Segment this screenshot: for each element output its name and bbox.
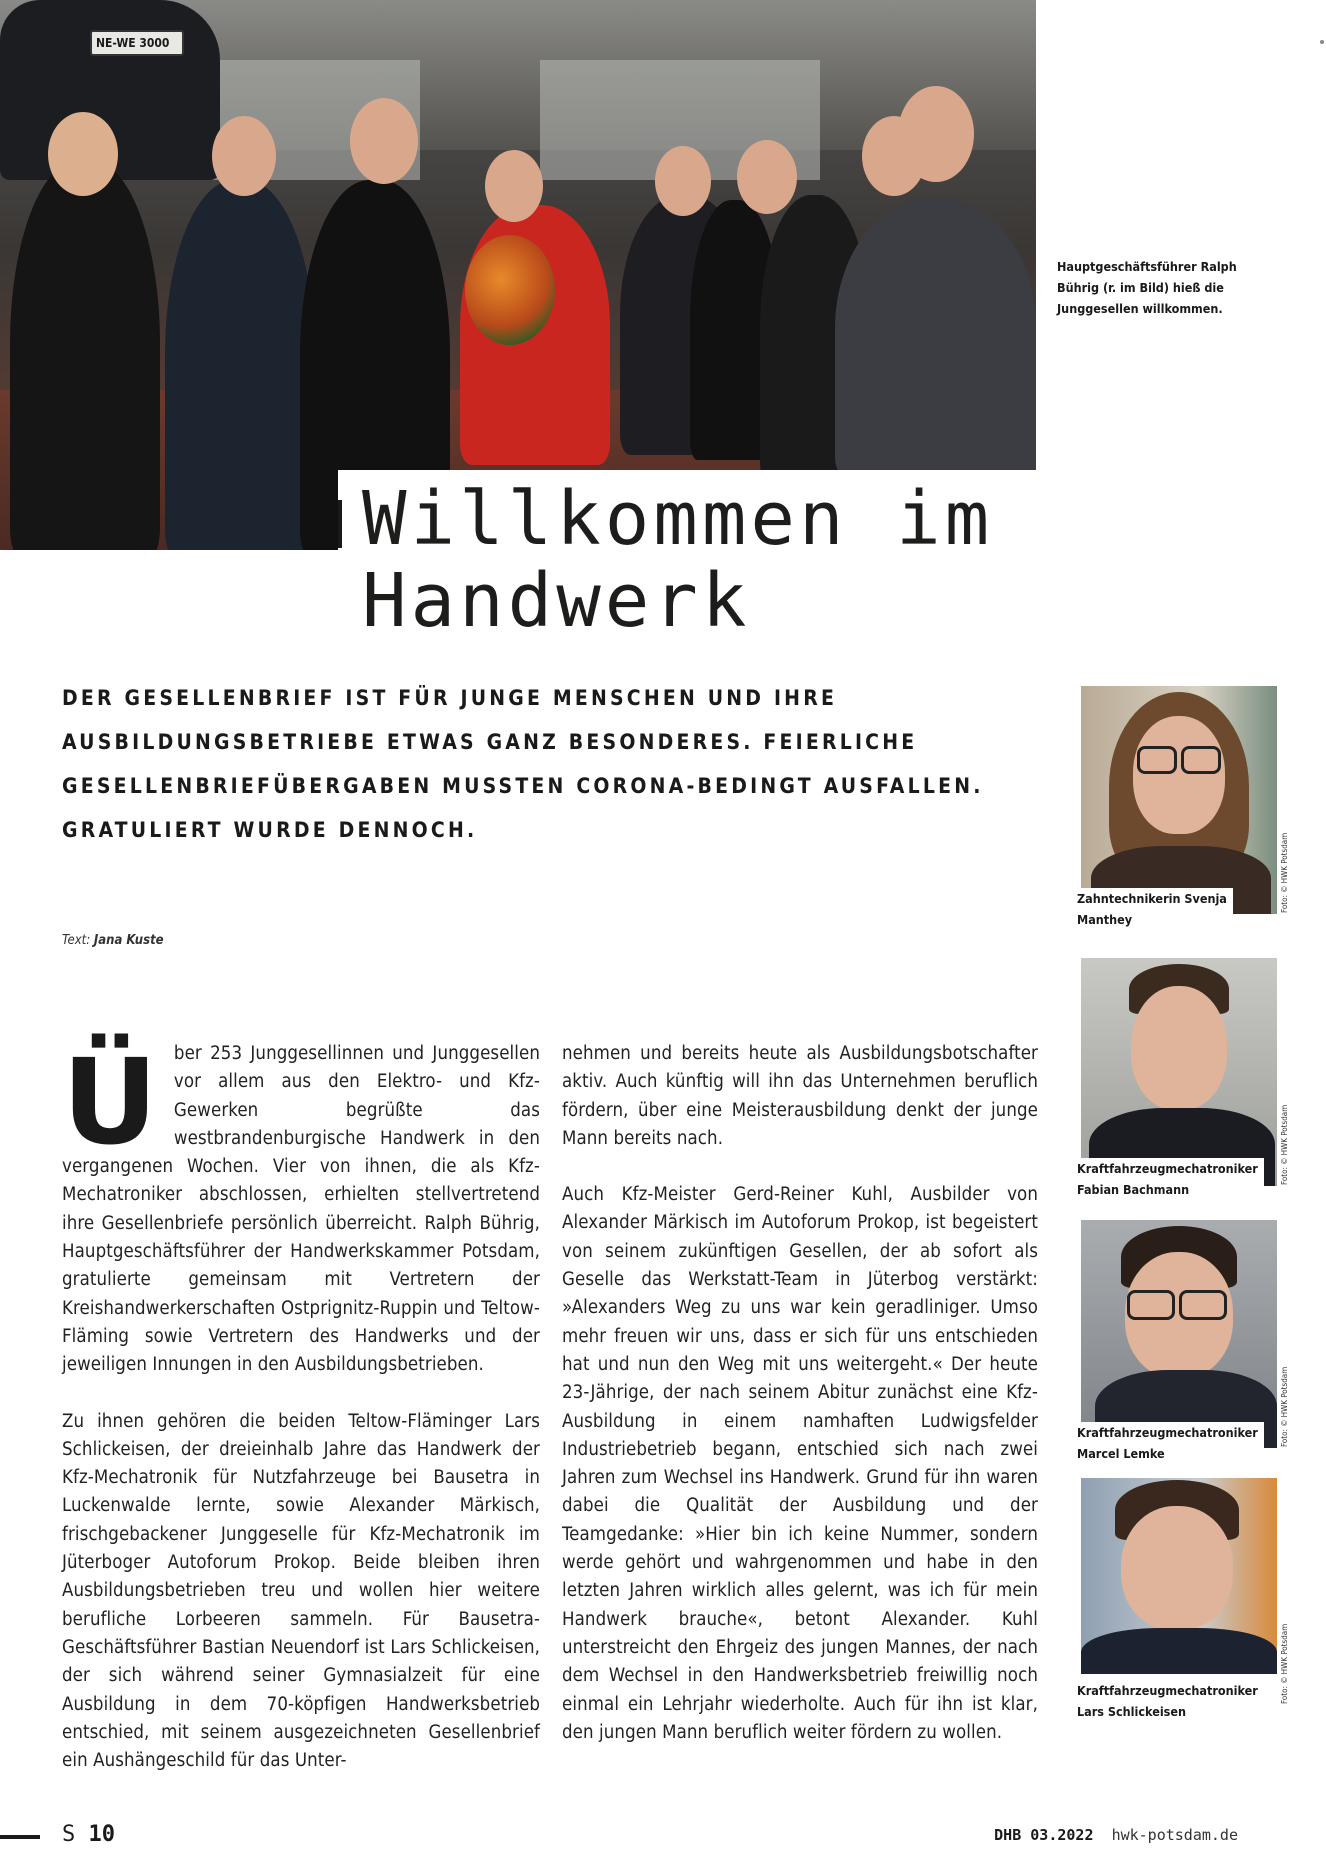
body-paragraph: nehmen und bereits heute als Ausbildungsbotschafter aktiv. Auch künftig will ihn das Unternehmen beruflich fördern, über eine Meisterausbildung denkt der junge Mann bereits nach. — [562, 1043, 1038, 1149]
page-number-value: 10 — [88, 1822, 115, 1847]
photo-person-head — [48, 112, 118, 196]
portrait-caption — [1077, 1422, 1264, 1466]
photo-person-head — [737, 140, 797, 214]
page-prefix: S — [62, 1822, 76, 1847]
byline — [62, 933, 164, 948]
license-plate — [90, 30, 184, 56]
glasses-icon — [1127, 1290, 1175, 1320]
body-paragraph — [62, 1033, 540, 1380]
photo-credit: Foto: © HWK Potsdam — [1280, 1623, 1289, 1704]
portrait-caption — [1077, 888, 1233, 932]
photo-person-head — [212, 116, 276, 196]
photo-person-head — [655, 146, 711, 216]
flower-bouquet — [465, 235, 555, 345]
caption-line: Marcel Lemke — [1077, 1446, 1165, 1461]
portrait-body — [1081, 1628, 1277, 1674]
title-accent-bar — [338, 500, 342, 548]
footer-right — [994, 1826, 1238, 1844]
caption-line: Kraftfahrzeugmechatroniker — [1077, 1683, 1258, 1698]
photo-person-head — [898, 86, 974, 182]
caption-line: Zahntechnikerin Svenja — [1077, 891, 1227, 906]
portrait-caption — [1077, 1158, 1264, 1202]
page-number — [62, 1822, 115, 1847]
portrait-face — [1121, 1506, 1233, 1630]
title-line-2: Handwerk — [362, 558, 751, 644]
footer-accent-bar — [0, 1835, 40, 1839]
hero-caption: Hauptgeschäftsführer Ralph Bührig (r. im Bild) hieß die Junggesellen willkommen. — [1057, 259, 1237, 316]
page-title — [362, 478, 993, 642]
body-column-2 — [562, 1040, 1038, 1775]
photo-person-head — [485, 150, 543, 222]
portrait-caption — [1077, 1680, 1264, 1724]
portrait-fabian-bachmann — [1081, 958, 1277, 1186]
body-paragraph: Auch Kfz-Meister Gerd-Reiner Kuhl, Ausbilder von Alexander Märkisch im Autoforum Prokop, ist begeistert von seinem zukünftigen Gesellen, der ab sofort als Geselle das Werkstatt-Team in Jüterbog verstärkt: »Alexanders Weg zu uns war kein geradliniger. Umso mehr freuen wir uns, dass er sich für uns entschieden hat und nun den Weg mit uns weitergeht.« Der heute 23-Jährige, der nach seinem Abitur zunächst eine Kfz-Ausbildung in einem namhaften Ludwigsfelder Industriebetrieb begann, entschied sich nach zwei Jahren zum Wechsel ins Handwerk. Grund für ihn waren dabei die Qualität der Ausbildung und der Teamgedanke: »Hier bin ich keine Nummer, sondern werde gehört und wahrgenommen und habe in den letzten Jahren wirklich alles gelernt, was ich für mein Handwerk brauche«, betont Alexander. Kuhl unterstreicht den Ehrgeiz des jungen Mannes, der nach dem Wechsel in den Handwerksbetrieb freiwillig noch einmal ein Lehrjahr wiederholte. Auch für ihn ist klar, den jungen Mann beruflich weiter fördern zu wollen. — [562, 1184, 1038, 1743]
body-paragraph: Zu ihnen gehören die beiden Teltow-Fläminger Lars Schlickeisen, der dreieinhalb Jahre das Handwerk der Kfz-Mechatronik für Nutzfahrzeuge bei Bausetra in Luckenwalde lernte, sowie Alexander Märkisch, frischgebackener Junggeselle für Kfz-Mechatronik im Jüterboger Autoforum Prokop. Beide bleiben ihren Ausbildungsbetrieben treu und wollen hier weitere berufliche Lorbeeren sammeln. Für Bausetra-Geschäftsführer Bastian Neuendorf ist Lars Schlickeisen, der sich während seiner Gymnasialzeit für eine Ausbildung in dem 70-köpfigen Handwerksbetrieb entschied, mit seinem ausgezeichneten Gesellenbrief ein Aushängeschild für das Unter- — [62, 1410, 540, 1772]
photo-credit: Foto: © HWK Potsdam — [1280, 1104, 1289, 1185]
caption-line: Lars Schlickeisen — [1077, 1704, 1187, 1719]
byline-author: Jana Kuste — [93, 933, 164, 948]
glasses-icon — [1137, 746, 1177, 774]
drop-cap: Ü — [62, 1033, 158, 1171]
photo-person — [10, 160, 160, 550]
photo-person-head — [350, 98, 418, 184]
paragraph-text: ber 253 Junggesellinnen und Junggesellen vor allem aus den Elektro- und Kfz-Gewerken begrüßte das westbrandenburgische Handwerk in den vergangenen Wochen. Vier von ihnen, die als Kfz-Mechatroniker abschlossen, erhielten stellvertretend ihre Gesellenbriefe persönlich überreicht. Ralph Bührig, Hauptgeschäftsführer der Handwerkskammer Potsdam, gratulierte gemeinsam mit Vertretern der Kreishandwerkerschaften Ostprignitz-Ruppin und Teltow-Fläming sowie Vertretern des Handwerks und der jeweiligen Innungen in den Ausbildungsbetrieben. — [62, 1043, 540, 1376]
title-line-1: Willkommen im — [362, 476, 994, 562]
caption-line: Kraftfahrzeugmechatroniker — [1077, 1161, 1258, 1176]
plate-text: NE-WE 3000 — [96, 36, 170, 50]
caption-line: Kraftfahrzeugmechatroniker — [1077, 1425, 1258, 1440]
portrait-marcel-lemke — [1081, 1220, 1277, 1448]
lead-paragraph: DER GESELLENBRIEF IST FÜR JUNGE MENSCHEN UND IHRE AUSBILDUNGSBETRIEBE ETWAS GANZ BESONDERES. FEIERLICHE GESELLENBRIEFÜBERGABEN MUSSTEN CORONA-BEDINGT AUSFALLEN. GRATULIERT WURDE DENNOCH. — [62, 686, 984, 842]
portrait-face — [1131, 986, 1227, 1110]
issue-label: DHB 03.2022 — [994, 1826, 1094, 1844]
page-dot — [1320, 40, 1324, 44]
glasses-icon — [1179, 1290, 1227, 1320]
photo-person — [835, 200, 1036, 480]
photo-person — [165, 180, 315, 550]
portrait-svenja-manthey — [1081, 686, 1277, 914]
byline-prefix: Text: — [62, 933, 91, 948]
photo-credit: Foto: © HWK Potsdam — [1280, 1366, 1289, 1447]
photo-credit: Foto: © HWK Potsdam — [1280, 832, 1289, 913]
glasses-icon — [1181, 746, 1221, 774]
portrait-face — [1133, 716, 1225, 834]
hero-photo — [0, 0, 1036, 550]
website-link[interactable]: hwk-potsdam.de — [1111, 1826, 1238, 1844]
caption-line: Manthey — [1077, 912, 1133, 927]
caption-line: Fabian Bachmann — [1077, 1182, 1190, 1197]
portrait-lars-schlickeisen — [1081, 1478, 1277, 1674]
body-column-1 — [62, 1033, 540, 1803]
